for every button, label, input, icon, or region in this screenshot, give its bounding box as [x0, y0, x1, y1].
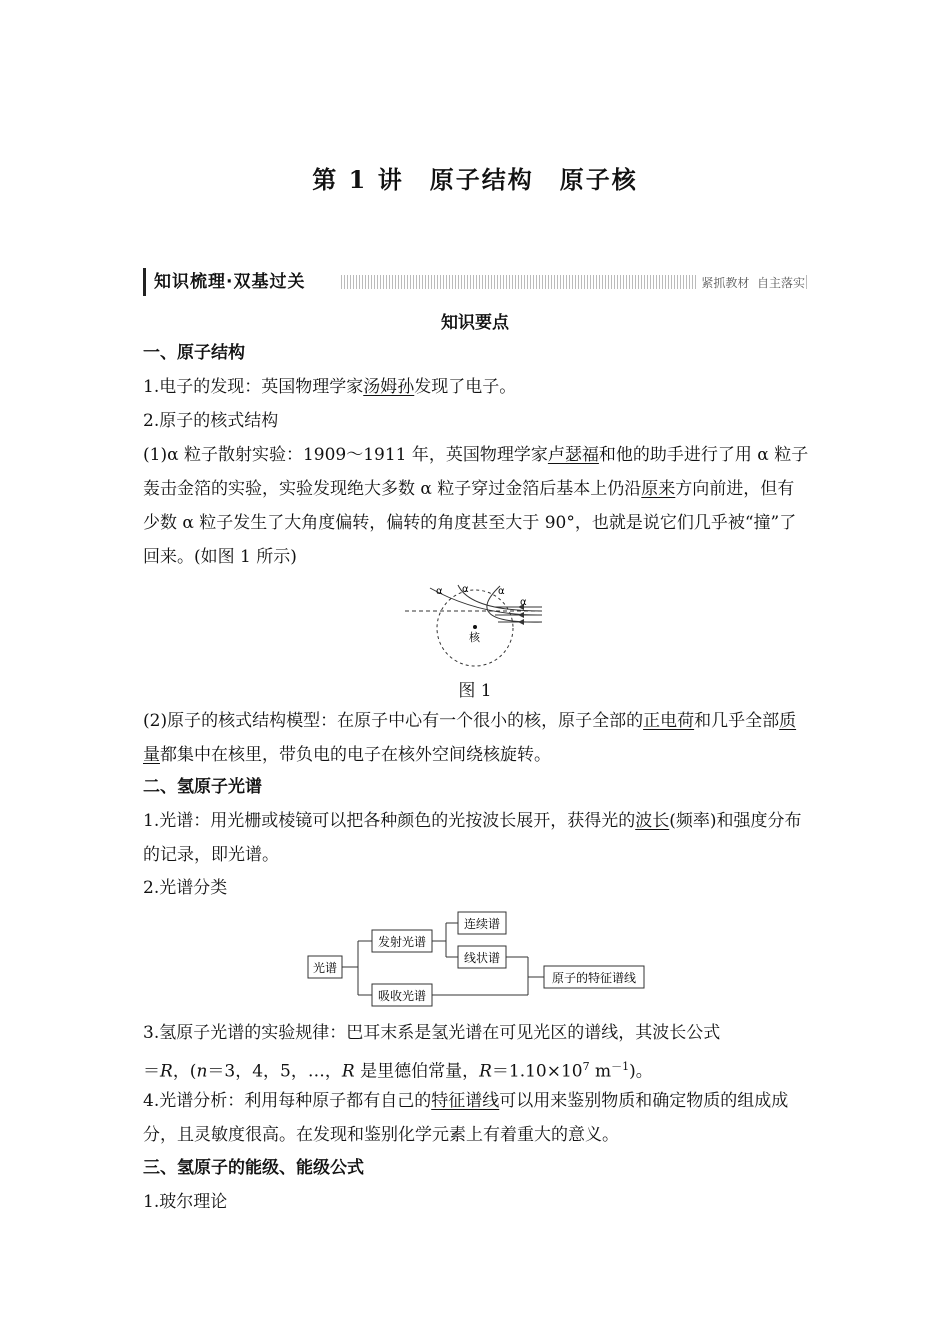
answer-mass: 质量: [143, 711, 797, 765]
node-characteristic-lines: 原子的特征谱线: [551, 971, 637, 985]
banner-label: 知识梳理·双基过关: [143, 268, 311, 296]
alpha-label-4: α: [520, 597, 527, 608]
answer-characteristic-lines: 特征谱线: [431, 1091, 500, 1111]
node-absorption-spectrum: 吸收光谱: [377, 989, 427, 1003]
paragraph-nuclear-model: (2)原子的核式结构模型：在原子中心有一个很小的核，原子全部的正电荷和几乎全部质量都集中在核里，带负电的电子在核外空间绕核旋转。: [143, 711, 797, 765]
alpha-label-3: α: [498, 586, 505, 597]
spectrum-classification-diagram: [300, 908, 650, 1008]
heading-energy-levels: 三、氢原子的能级、能级公式: [143, 1158, 364, 1178]
node-continuous-spectrum: 连续谱: [463, 917, 501, 931]
section-heading: 知识要点: [441, 313, 509, 333]
paragraph-balmer-2: ＝R，(n＝3，4，5，…，R 是里德伯常量，$R=1.10\times 10^7$ $m^{-1}$)。: [143, 1060, 653, 1082]
paragraph-electron-discovery: 1.电子的发现：英国物理学家汤姆孙发现了电子。: [143, 377, 517, 397]
node-emission-spectrum: 发射光谱: [377, 935, 427, 949]
banner-right-text: 紧抓教材 自主落实: [697, 274, 805, 291]
node-spectrum: 光谱: [312, 961, 338, 975]
section-banner: [143, 268, 809, 296]
nucleus-label: 核: [469, 631, 480, 644]
answer-wavelength: 波长: [635, 811, 670, 831]
paragraph-alpha-scattering: (1)α 粒子散射实验：1909～1911 年，英国物理学家卢瑟福和他的助手进行了用 α 粒子轰击金箔的实验，实验发现绝大多数 α 粒子穿过金箔后基本上仍沿原来方向前进，但有少数 α 粒子发生了大角度偏转，偏转的角度甚至大于 90°，也就是说它们几乎被“撞”了回来。(如图 1 所示): [143, 445, 809, 567]
paragraph-spectral-analysis: 4.光谱分析：利用每种原子都有自己的特征谱线可以用来鉴别物质和确定物质的组成成分，且灵敏度很高。在发现和鉴别化学元素上有着重大的意义。: [143, 1091, 789, 1145]
alpha-scattering-figure: [400, 580, 550, 670]
heading-atomic-structure: 一、原子结构: [143, 343, 245, 363]
answer-positive-charge: 正电荷: [643, 711, 695, 731]
figure-caption: 图 1: [458, 681, 492, 701]
paragraph-spectrum-definition: 1.光谱：用光栅或棱镜可以把各种颜色的光按波长展开，获得光的波长(频率)和强度分布的记录，即光谱。: [143, 811, 802, 865]
paragraph-bohr-theory: 1.玻尔理论: [143, 1192, 228, 1212]
alpha-label-2: α: [462, 584, 469, 595]
heading-hydrogen-spectrum: 二、氢原子光谱: [143, 777, 262, 797]
answer-original: 原来: [641, 479, 676, 499]
answer-thomson: 汤姆孙: [363, 377, 415, 397]
page-title: 第 1 讲 原子结构 原子核: [312, 165, 638, 194]
paragraph-spectrum-classification: 2.光谱分类: [143, 878, 228, 898]
paragraph-balmer-1: 3.氢原子光谱的实验规律：巴耳末系是氢光谱在可见光区的谱线，其波长公式: [143, 1023, 721, 1043]
alpha-label-1: α: [436, 586, 443, 597]
node-line-spectrum: 线状谱: [463, 951, 501, 965]
paragraph-nuclear-structure: 2.原子的核式结构: [143, 411, 279, 431]
answer-rutherford: 卢瑟福: [547, 445, 599, 465]
